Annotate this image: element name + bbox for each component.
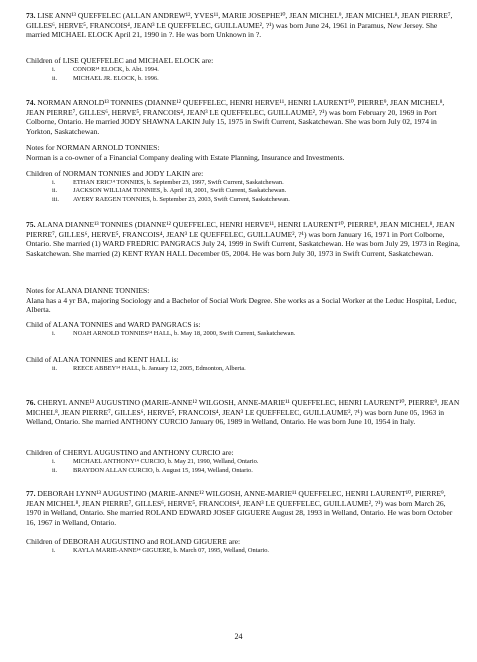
child-row: ii. JACKSON WILLIAM TONNIES, b. April 18, 2001, Swift Current, Saskatchewan. bbox=[52, 187, 287, 195]
child-row: iii. AVERY RAEGEN TONNIES, b. September 23, 2003, Swift Current, Saskatchewan. bbox=[52, 195, 290, 203]
entry-77 bbox=[26, 489, 462, 527]
entry-number: 76. bbox=[26, 398, 36, 407]
entry-75-children-2 bbox=[26, 355, 462, 374]
notes-title: Notes for ALANA DIANNE TONNIES: bbox=[26, 286, 150, 295]
children-heading: Children of LISE QUEFFELEC and MICHAEL ELOCK are: bbox=[26, 56, 214, 65]
entry-number: 74. bbox=[26, 98, 36, 107]
entry-75-notes bbox=[26, 286, 462, 315]
entry-73-text: 73. LISE ANN¹³ QUEFFELEC (ALLAN ANDREW¹², YVES¹¹, MARIE JOSEPHE¹⁰, JEAN MICHEL⁹, JEAN MICHEL⁸, JEAN PIERRE⁷, GILLES⁶, HERVE⁵, FRANCOIS⁴, JEAN³ LE QUEFFELEC, GUILLAUME², ?¹) was born June 24, 1961 in Paramus, New Jersey. She married MICHAEL ELOCK April 21, 1990 in ?. He was born Unknown in ?. bbox=[26, 11, 453, 40]
entry-75-text: 75. ALANA DIANNE¹³ TONNIES (DIANNE¹² QUEFFELEC, HENRI HERVE¹¹, HENRI LAURENT¹⁰, PIERRE⁹, JEAN MICHEL⁸, JEAN PIERRE⁷, GILLES⁶, HERVE⁵, FRANCOIS⁴, JEAN³ LE QUEFFELEC, GUILLAUME², ?¹) was born January 16, 1971 in Port Colborne, Ontario. She married (1) WARD FREDRIC PANGRACS July 24, 1999 in Swift Current, Saskatchewan. He was born July 29, 1973 in Regina, Saskatchewan. She married (2) KENT RYAN HALL December 05, 2004. He was born July 30, 1973 in Swift Current, Saskatchewan. bbox=[26, 220, 460, 258]
entry-74-children bbox=[26, 169, 462, 204]
entry-77-text: 77. DEBORAH LYNN¹³ AUGUSTINO (MARIE-ANNE¹² WILGOSH, ANNE-MARIE¹¹ QUEFFELEC, HENRI LAURENT¹⁰, PIERRE⁹, JEAN MICHEL⁸, JEAN PIERRE⁷, GILLES⁶, HERVE⁵, FRANCOIS⁴, JEAN³ LE QUEFFELEC, GUILLAUME², ?¹) was born March 26, 1970 in Welland, Ontario. She married ROLAND EDWARD JOSEF GIGUERE August 28, 1993 in Welland, Ontario. He was born October 16, 1967 in Welland, Ontario. bbox=[26, 489, 453, 527]
child-row: ii. MICHAEL JR. ELOCK, b. 1996. bbox=[52, 74, 159, 82]
notes-text: Alana has a 4 yr BA, majoring Sociology and a Bachelor of Social Work Degree. She works as a Social Worker at the Leduc Hospital, Leduc, Alberta. bbox=[26, 295, 457, 315]
notes-text: Norman is a co-owner of a Financial Company dealing with Estate Planning, Insurance and Investments. bbox=[26, 152, 345, 162]
child-row: i. NOAH ARNOLD TONNIES¹⁴ HALL, b. May 18, 2000, Swift Current, Saskatchewan. bbox=[52, 329, 296, 337]
entry-77-children bbox=[26, 537, 462, 556]
children-heading: Children of DEBORAH AUGUSTINO and ROLAND GIGUERE are: bbox=[26, 537, 241, 546]
entry-number: 73. bbox=[26, 11, 36, 20]
entry-74-notes bbox=[26, 143, 462, 162]
child-row: i. MICHAEL ANTHONY¹⁴ CURCIO, b. May 21, 1990, Welland, Ontario. bbox=[52, 457, 259, 465]
child-row: ii. BRAYDON ALLAN CURCIO, b. August 15, 1994, Welland, Ontario. bbox=[52, 466, 253, 474]
entry-73-children bbox=[26, 56, 462, 84]
entry-76-children bbox=[26, 448, 462, 476]
entry-number: 75. bbox=[26, 220, 36, 229]
entry-75-children-1 bbox=[26, 320, 462, 339]
entry-74 bbox=[26, 98, 462, 136]
entry-73 bbox=[26, 11, 462, 40]
children-heading: Child of ALANA TONNIES and KENT HALL is: bbox=[26, 355, 179, 364]
entry-number: 77. bbox=[26, 489, 36, 498]
children-heading: Children of CHERYL AUGUSTINO and ANTHONY CURCIO are: bbox=[26, 448, 234, 457]
entry-76-text: 76. CHERYL ANNE¹³ AUGUSTINO (MARIE-ANNE¹² WILGOSH, ANNE-MARIE¹¹ QUEFFELEC, HENRI LAURENT¹⁰, PIERRE⁹, JEAN MICHEL⁸, JEAN PIERRE⁷, GILLES⁶, HERVE⁵, FRANCOIS⁴, JEAN³ LE QUEFFELEC, GUILLAUME², ?¹) was born June 05, 1963 in Welland, Ontario. She married ANTHONY CURCIO January 06, 1989 in Welland, Ontario. He was born June 10, 1954 in Italy. bbox=[26, 398, 460, 427]
entry-74-text: 74. NORMAN ARNOLD¹³ TONNIES (DIANNE¹² QUEFFELEC, HENRI HERVE¹¹, HENRI LAURENT¹⁰, PIERRE⁹, JEAN MICHEL⁸, JEAN PIERRE⁷, GILLES⁶, HERVE⁵, FRANCOIS⁴, JEAN³ LE QUEFFELEC, GUILLAUME², ?¹) was born February 20, 1969 in Port Colborne, Ontario. He married JODY SHAWNA LAKIN July 15, 1975 in Swift Current, Saskatchewan. She was born July 02, 1974 in Yorkton, Saskatchewan. bbox=[26, 98, 445, 136]
children-heading: Child of ALANA TONNIES and WARD PANGRACS is: bbox=[26, 320, 201, 329]
child-row: ii. REECE ABBEY¹⁴ HALL, b. January 12, 2005, Edmonton, Alberta. bbox=[52, 364, 246, 372]
child-row: i. CONOR¹⁴ ELOCK, b. Abt. 1994. bbox=[52, 65, 159, 73]
entry-76 bbox=[26, 398, 462, 427]
child-row: i. KAYLA MARIE-ANNE¹⁴ GIGUERE, b. March 07, 1995, Welland, Ontario. bbox=[52, 546, 270, 554]
children-heading: Children of NORMAN TONNIES and JODY LAKIN are: bbox=[26, 169, 204, 178]
page-number: 24 bbox=[234, 632, 243, 641]
child-row: i. ETHAN ERIC¹⁴ TONNIES, b. September 23, 1997, Swift Current, Saskatchewan. bbox=[52, 178, 284, 186]
entry-75 bbox=[26, 220, 462, 258]
notes-title: Notes for NORMAN ARNOLD TONNIES: bbox=[26, 143, 160, 152]
